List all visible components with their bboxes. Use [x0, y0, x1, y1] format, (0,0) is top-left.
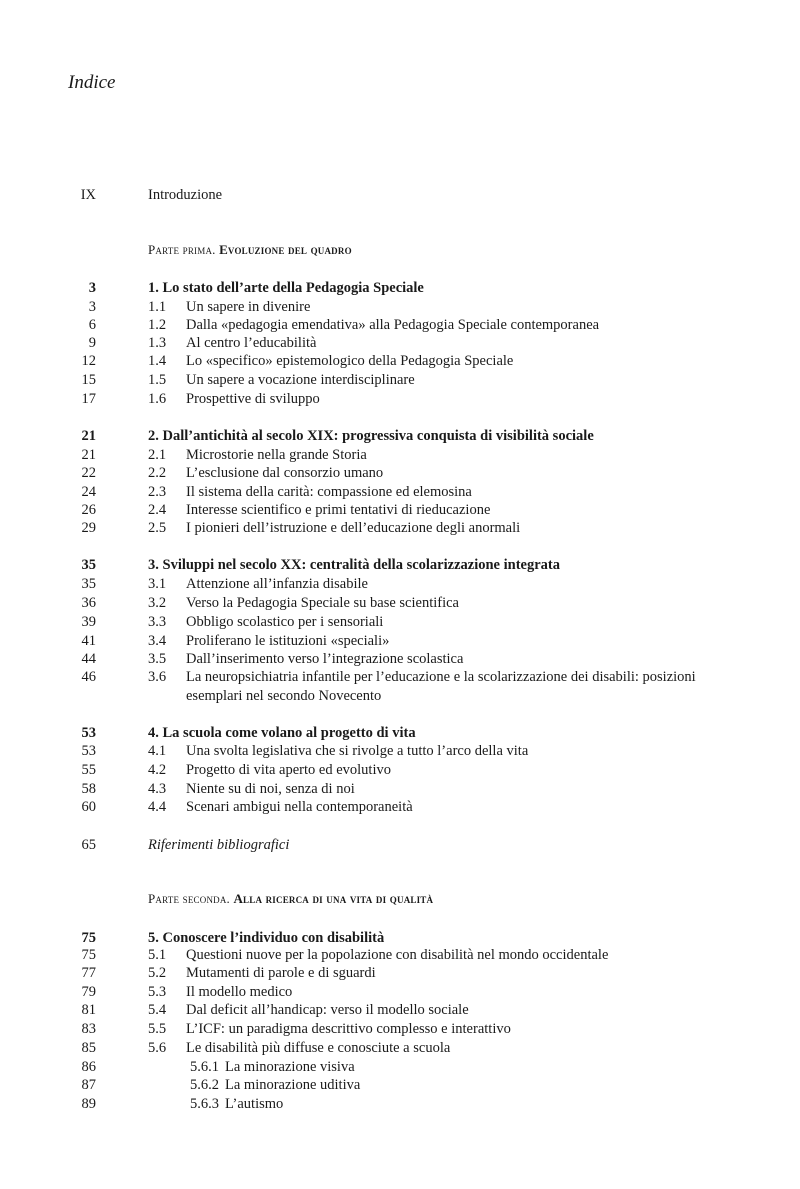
toc-section-number: 1.2: [148, 317, 167, 333]
toc-title: Interesse scientifico e primi tentativi di rieducazione: [186, 502, 491, 518]
toc-title: Introduzione: [148, 187, 223, 203]
toc-section-number: 5.5: [148, 1021, 167, 1037]
toc-section-number: 4.2: [148, 762, 167, 778]
toc-section-number: 5.2: [148, 965, 167, 981]
toc-page-number: 79: [81, 984, 96, 1000]
toc-title: 2. Dall’antichità al secolo XIX: progressiva conquista di visibilità sociale: [148, 428, 594, 444]
toc-title: Lo «specifico» epistemologico della Pedagogia Speciale: [186, 353, 514, 369]
toc-page-number: 12: [81, 353, 96, 369]
toc-title: Il sistema della carità: compassione ed elemosina: [186, 484, 472, 500]
toc-title: Scenari ambigui nella contemporaneità: [186, 799, 413, 815]
toc-title: Dalla «pedagogia emendativa» alla Pedagogia Speciale contemporanea: [186, 317, 600, 333]
toc-section-number: 2.3: [148, 484, 167, 500]
toc-title: Un sapere in divenire: [186, 299, 311, 315]
toc-page-number: 29: [81, 520, 96, 536]
toc-title: Proliferano le istituzioni «speciali»: [186, 633, 390, 649]
toc-section-number: 3.3: [148, 614, 167, 630]
toc-section-number: 5.6: [148, 1040, 167, 1056]
toc-title: Progetto di vita aperto ed evolutivo: [186, 762, 391, 778]
toc-section-number: 2.2: [148, 465, 167, 481]
toc-page-number: 65: [81, 837, 96, 853]
toc-page-number: 36: [81, 595, 96, 611]
toc-page-number: 85: [81, 1040, 96, 1056]
toc-page-number: 3: [88, 280, 96, 296]
toc-page-number: 75: [81, 930, 96, 946]
toc-title: Mutamenti di parole e di sguardi: [186, 965, 376, 981]
toc-title: L’esclusione dal consorzio umano: [186, 465, 384, 481]
toc-section-number: 1.4: [148, 353, 167, 369]
toc-page-number: 39: [81, 614, 96, 630]
toc-title: I pionieri dell’istruzione e dell’educazione degli anormali: [186, 520, 521, 536]
toc-page-number: IX: [80, 187, 96, 203]
toc-title: Microstorie nella grande Storia: [186, 447, 367, 463]
toc-section-number: 5.1: [148, 947, 167, 963]
toc-page-number: 89: [81, 1096, 96, 1112]
toc-page-number: 41: [81, 633, 96, 649]
toc-page-number: 81: [81, 1002, 96, 1018]
part-title: Evoluzione del quadro: [219, 242, 352, 257]
toc-title: Le disabilità più diffuse e conosciute a scuola: [186, 1040, 451, 1056]
page-title: Indice: [68, 72, 116, 93]
toc-title: [148, 889, 740, 908]
toc-title: Attenzione all’infanzia disabile: [186, 576, 368, 592]
toc-page-number: 53: [81, 743, 96, 759]
toc-section-number: 5.6.3: [190, 1096, 219, 1112]
toc-title: Dall’inserimento verso l’integrazione scolastica: [186, 651, 464, 667]
toc-page-number: 55: [81, 762, 96, 778]
toc-title: La minorazione uditiva: [225, 1077, 361, 1093]
toc-title: Un sapere a vocazione interdisciplinare: [186, 372, 415, 388]
toc-section-number: 1.1: [148, 299, 167, 315]
toc-title: L’ICF: un paradigma descrittivo complesso e interattivo: [186, 1021, 511, 1037]
toc-page-number: 86: [81, 1059, 96, 1075]
toc-title: Dal deficit all’handicap: verso il modello sociale: [186, 1002, 469, 1018]
toc-title: 5. Conoscere l’individuo con disabilità: [148, 930, 385, 946]
toc-section-number: 5.3: [148, 984, 167, 1000]
toc-title: [148, 240, 740, 259]
toc-section-number: 4.4: [148, 799, 167, 815]
toc-title: Il modello medico: [186, 984, 293, 1000]
toc-page-number: 87: [81, 1077, 96, 1093]
toc-title: 3. Sviluppi nel secolo XX: centralità della scolarizzazione integrata: [148, 557, 560, 573]
toc-section-number: 1.5: [148, 372, 167, 388]
toc-section-number: 3.4: [148, 633, 167, 649]
toc-title: 4. La scuola come volano al progetto di vita: [148, 725, 416, 741]
toc-title: L’autismo: [225, 1096, 284, 1112]
toc-section-number: 4.3: [148, 781, 167, 797]
toc-page-number: 58: [81, 781, 96, 797]
toc-title: Obbligo scolastico per i sensoriali: [186, 614, 384, 630]
toc-page-number: 35: [81, 557, 96, 573]
toc-section-number: 5.4: [148, 1002, 167, 1018]
toc-section-number: 3.1: [148, 576, 167, 592]
toc-page-number: 83: [81, 1021, 96, 1037]
toc-page-number: 17: [81, 391, 96, 407]
toc-section-number: 3.2: [148, 595, 167, 611]
toc-page-number: 46: [81, 669, 96, 685]
toc-section-number: 1.6: [148, 391, 167, 407]
toc-title: Niente su di noi, senza di noi: [186, 781, 355, 797]
toc-title: La minorazione visiva: [225, 1059, 355, 1075]
toc-page-number: 15: [81, 372, 96, 388]
toc-title: Al centro l’educabilità: [186, 335, 317, 351]
toc-title: Questioni nuove per la popolazione con disabilità nel mondo occidentale: [186, 947, 609, 963]
part-title: Alla ricerca di una vita di qualità: [233, 891, 434, 906]
toc-section-number: 5.6.2: [190, 1077, 219, 1093]
toc-title: Riferimenti bibliografici: [148, 837, 290, 853]
toc-section-number: 2.1: [148, 447, 167, 463]
toc-page-number: 75: [81, 947, 96, 963]
toc-section-number: 2.4: [148, 502, 167, 518]
toc-page-number: 35: [81, 576, 96, 592]
toc-page-number: 9: [88, 335, 96, 351]
toc-page-number: 6: [88, 317, 96, 333]
toc-section-number: 4.1: [148, 743, 167, 759]
part-label: Parte prima.: [148, 242, 216, 257]
toc-section-number: 3.5: [148, 651, 167, 667]
toc-page-number: 44: [81, 651, 96, 667]
toc-section-number: 5.6.1: [190, 1059, 219, 1075]
toc-section-number: 1.3: [148, 335, 167, 351]
toc-page-number: 22: [81, 465, 96, 481]
part-label: Parte seconda.: [148, 891, 230, 906]
toc-section-number: 2.5: [148, 520, 167, 536]
toc-page-number: 77: [81, 965, 96, 981]
toc-title: 1. Lo stato dell’arte della Pedagogia Speciale: [148, 280, 424, 296]
toc-page-number: 24: [81, 484, 96, 500]
toc-page-number: 26: [81, 502, 96, 518]
toc-title: Una svolta legislativa che si rivolge a tutto l’arco della vita: [186, 743, 529, 759]
toc-section-number: 3.6: [148, 669, 167, 685]
toc-title: Prospettive di sviluppo: [186, 391, 320, 407]
toc-title: La neuropsichiatria infantile per l’educazione e la scolarizzazione dei disabili: posizioni esemplari nel secondo Novecento: [186, 669, 696, 704]
toc-title: Verso la Pedagogia Speciale su base scientifica: [186, 595, 459, 611]
toc-page-number: 53: [81, 725, 96, 741]
toc-page-number: 60: [81, 799, 96, 815]
toc-page-number: 3: [88, 299, 96, 315]
toc-page-number: 21: [81, 447, 96, 463]
toc-page-number: 21: [81, 428, 96, 444]
